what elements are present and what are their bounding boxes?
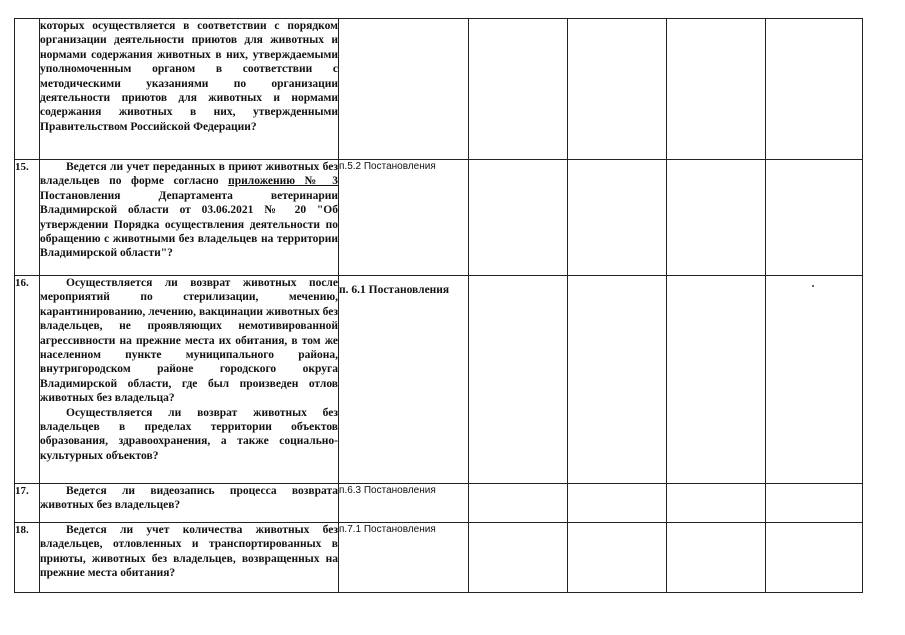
question-cell (40, 160, 339, 276)
answer-cell-1 (469, 523, 568, 593)
answer-cell-3 (667, 19, 766, 160)
question-text: Ведется ли видеозапись процесса возврата животных без владельцев? (40, 485, 338, 512)
question-text (40, 160, 338, 261)
question-text: Ведется ли учет количества животных без владельцев, отловленных и транспортированных в приюты, животных без владельцев, возвращенных на прежние места обитания? (40, 524, 338, 580)
question-cell (40, 19, 339, 160)
reference-cell: п.6.3 Постановления (339, 484, 469, 523)
answer-cell-4 (766, 523, 863, 593)
appendix-link[interactable]: приложению № 3 (228, 175, 339, 188)
answer-cell-2 (568, 523, 667, 593)
answer-cell-3 (667, 523, 766, 593)
question-text: Осуществляется ли возврат животных после мероприятий по стерилизации, мечению, карантинированию, лечению, вакцинации животных без владельцев, не проявляющих немотивированной агрессивности на прежние места их обитания, в том же населенном пункте муниципального района, внутригородском районе городского округа Владимирской области, где был произведен отлов животных без владельца? (40, 277, 338, 405)
answer-cell-2 (568, 19, 667, 160)
row-number-cell: 17. (15, 484, 40, 523)
question-cell (40, 276, 339, 484)
question-cell (40, 484, 339, 523)
answer-cell-4 (766, 19, 863, 160)
reference-cell: п.7.1 Постановления (339, 523, 469, 593)
answer-cell-4 (766, 484, 863, 523)
answer-cell-2 (568, 276, 667, 484)
answer-cell-1 (469, 19, 568, 160)
answer-cell-2 (568, 484, 667, 523)
answer-cell-2 (568, 160, 667, 276)
question-text-part: Постановления Департамента ветеринарии Владимирской области от 03.06.2021 № 20 "Об утверждении Порядка осуществления деятельности по обращению с животными без владельцев на территории Владимирской области"? (40, 189, 338, 260)
question-text: которых осуществляется в соответствии с порядком организации деятельности приютов для животных и нормами содержания животных в них, утверждаемыми уполномоченным органом в соответствии с методическими указаниями по организации деятельности приютов для животных и нормами содержания животных в них, утвержденными Правительством Российской Федерации? (40, 20, 338, 133)
question-text-part: Ведется ли учет переданных в приют животных без владельцев по форме согласно (40, 161, 338, 188)
answer-cell-1 (469, 160, 568, 276)
answer-cell-4 (766, 276, 863, 484)
table-row (15, 19, 863, 160)
reference-cell: п.5.2 Постановления (339, 160, 469, 276)
answer-cell-1 (469, 276, 568, 484)
answer-cell-3 (667, 276, 766, 484)
row-number-cell: 16. (15, 276, 40, 484)
table-row (15, 484, 863, 523)
table-row (15, 276, 863, 484)
checklist-table (14, 18, 863, 593)
question-text: Осуществляется ли возврат животных без владельцев в пределах территории объектов образования, здравоохранения, а также социально-культурных объектов? (40, 406, 338, 462)
question-cell (40, 523, 339, 593)
reference-cell: п. 6.1 Постановления (339, 276, 469, 484)
row-number-cell: 18. (15, 523, 40, 593)
reference-cell (339, 19, 469, 160)
table-row (15, 160, 863, 276)
table-row (15, 523, 863, 593)
answer-cell-1 (469, 484, 568, 523)
answer-cell-3 (667, 484, 766, 523)
answer-cell-4 (766, 160, 863, 276)
row-number-cell: 15. (15, 160, 40, 276)
scan-speck (812, 285, 814, 287)
answer-cell-3 (667, 160, 766, 276)
row-number-cell (15, 19, 40, 160)
